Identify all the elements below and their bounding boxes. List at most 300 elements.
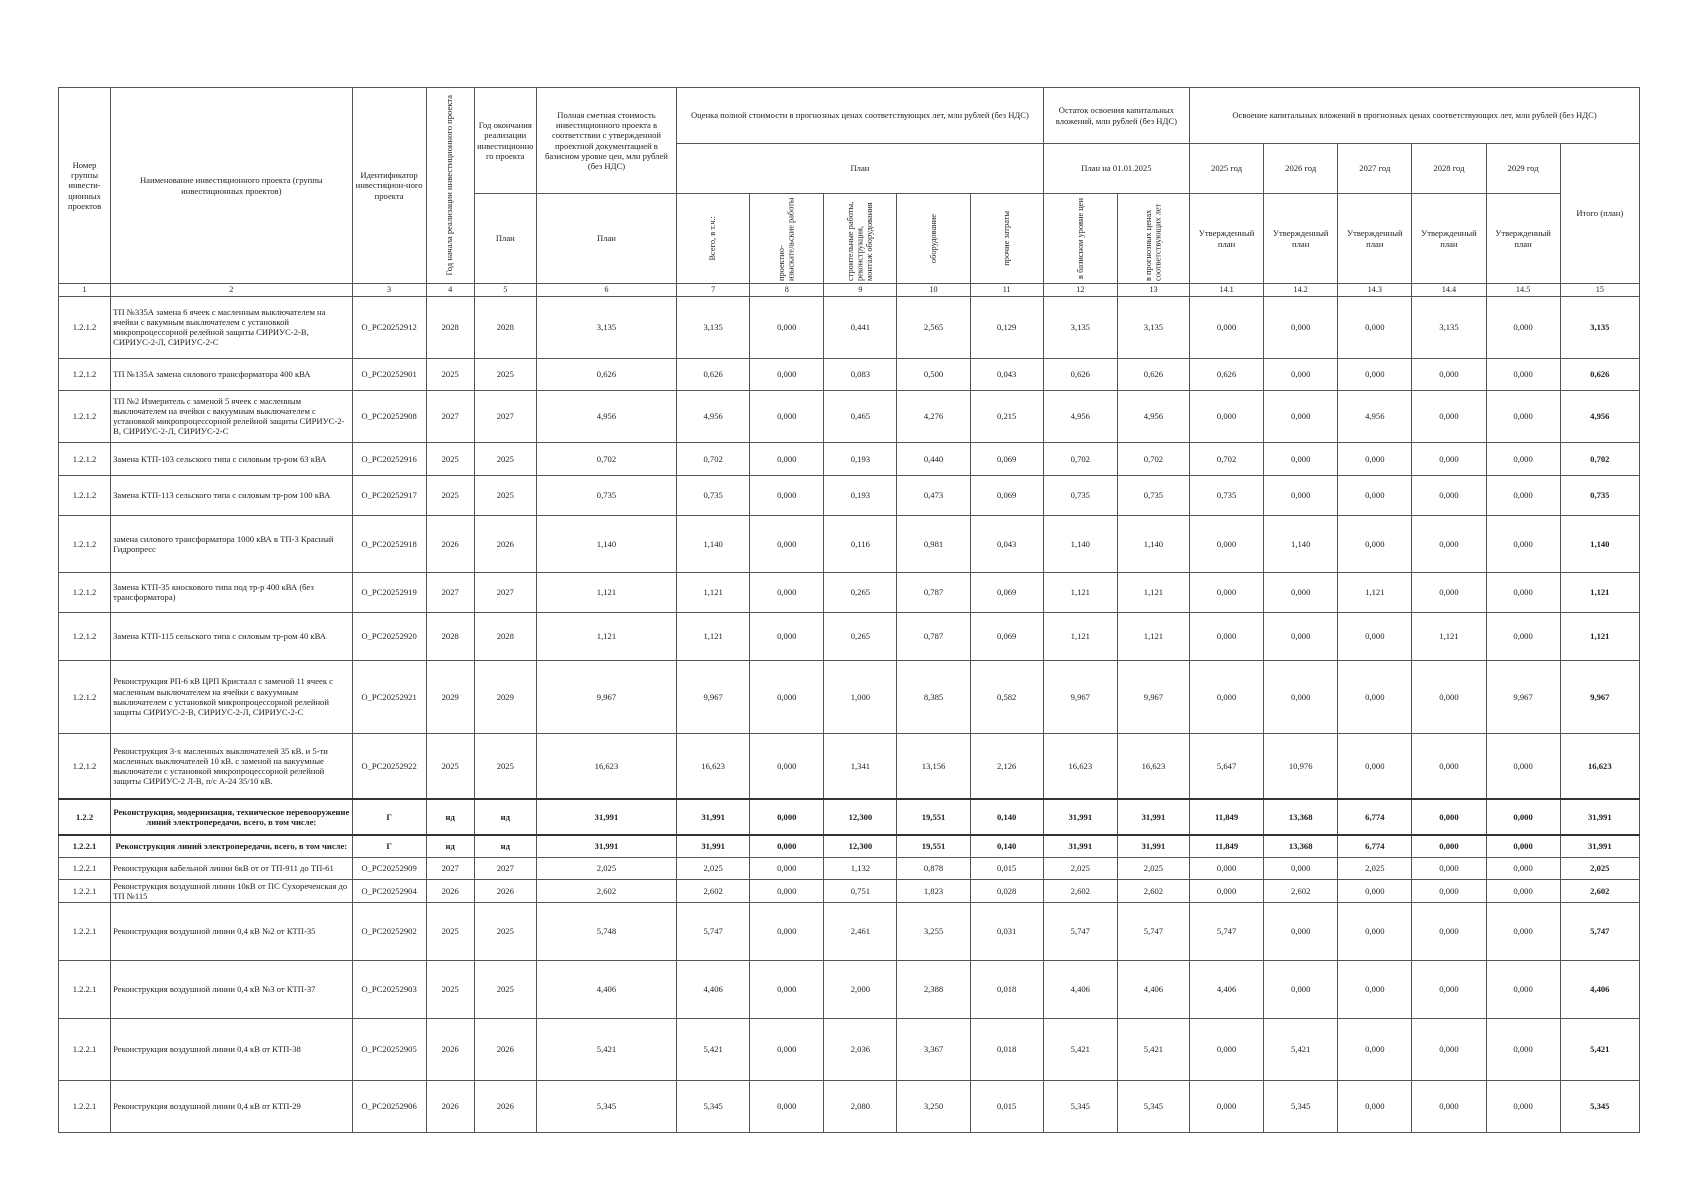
cell-total: 1,121	[677, 572, 750, 612]
header-construction-works	[824, 194, 897, 284]
cell-full-cost: 1,140	[536, 515, 676, 572]
cell-full-cost: 0,735	[536, 475, 676, 515]
cell-equipment: 0,787	[897, 612, 970, 660]
header-group-number: Номер группы инвести-ционных проектов	[59, 88, 111, 284]
cell-2029: 0,000	[1486, 857, 1560, 879]
cell-full-cost: 0,626	[536, 358, 676, 390]
header-total-incl	[677, 194, 750, 284]
cell-project-id: O_PC20252916	[352, 442, 426, 475]
header-cost-estimate-plan: План	[677, 144, 1044, 194]
cell-remaining-base: 2,025	[1043, 857, 1117, 879]
cell-2028: 0,000	[1412, 358, 1486, 390]
header-year-2025: 2025 год	[1190, 144, 1264, 194]
cell-full-cost: 1,121	[536, 572, 676, 612]
cell-total-plan: 3,135	[1560, 296, 1639, 358]
cell-other-costs: 0,129	[970, 296, 1043, 358]
header-approved-2027: Утвержденный план	[1338, 194, 1412, 284]
cell-full-cost: 4,406	[536, 960, 676, 1018]
cell-project-name: Реконструкция 3-х масленных выключателей 35 кВ. и 5-ти масленных выключателей 10 кВ. с заменой на вакуумные выключатели с установкой микропроцессорной релейной защиты СИРИУС-2 Л-В, п/с А-24 35/10 кВ.	[111, 733, 352, 799]
cell-construction-works: 2,461	[824, 902, 897, 960]
cell-2025: 5,647	[1190, 733, 1264, 799]
cell-2025: 0,626	[1190, 358, 1264, 390]
cell-construction-works: 12,300	[824, 799, 897, 835]
cell-project-id: O_PC20252908	[352, 390, 426, 442]
cell-project-name: Замена КТП-35 киоскового типа под тр-р 400 кВА (без трансформатора)	[111, 572, 352, 612]
cell-equipment: 0,787	[897, 572, 970, 612]
cell-2028: 0,000	[1412, 857, 1486, 879]
cell-project-id: O_PC20252921	[352, 660, 426, 733]
cell-equipment: 1,823	[897, 879, 970, 902]
cell-other-costs: 0,069	[970, 612, 1043, 660]
cell-total-plan: 5,747	[1560, 902, 1639, 960]
cell-total: 0,702	[677, 442, 750, 475]
cell-group-number: 1.2.2.1	[59, 960, 111, 1018]
column-number: 1	[59, 284, 111, 297]
cell-group-number: 1.2.2.1	[59, 857, 111, 879]
column-number: 7	[677, 284, 750, 297]
cell-remaining-base: 1,121	[1043, 572, 1117, 612]
cell-equipment: 2,388	[897, 960, 970, 1018]
cell-total-plan: 1,121	[1560, 572, 1639, 612]
cell-2025: 0,702	[1190, 442, 1264, 475]
cell-2025: 0,000	[1190, 660, 1264, 733]
header-remaining: Остаток освоения капитальных вложений, млн рублей (без НДС)	[1043, 88, 1189, 144]
cell-2028: 0,000	[1412, 733, 1486, 799]
cell-other-costs: 2,126	[970, 733, 1043, 799]
header-total-incl-text: Всего, в т.ч.:	[708, 216, 718, 261]
cell-2029: 9,967	[1486, 660, 1560, 733]
cell-total: 1,121	[677, 612, 750, 660]
table-row	[59, 612, 1640, 660]
cell-construction-works: 2,000	[824, 960, 897, 1018]
cell-2025: 5,747	[1190, 902, 1264, 960]
table-row	[59, 835, 1640, 857]
cell-group-number: 1.2.1.2	[59, 390, 111, 442]
cell-remaining-forecast: 0,626	[1117, 358, 1189, 390]
cell-2027: 0,000	[1338, 960, 1412, 1018]
cell-design-works: 0,000	[750, 960, 824, 1018]
cell-project-id: Г	[352, 835, 426, 857]
cell-full-cost: 31,991	[536, 835, 676, 857]
cell-remaining-forecast: 1,121	[1117, 612, 1189, 660]
cell-2027: 0,000	[1338, 296, 1412, 358]
table-row	[59, 515, 1640, 572]
cell-project-name: Реконструкция кабельной линии 6кВ от от ТП-911 до ТП-61	[111, 857, 352, 879]
cell-total: 31,991	[677, 799, 750, 835]
cell-project-id: O_PC20252901	[352, 358, 426, 390]
cell-start-year: 2026	[426, 1018, 474, 1080]
cell-2025: 0,000	[1190, 572, 1264, 612]
cell-2028: 0,000	[1412, 390, 1486, 442]
cell-remaining-base: 2,602	[1043, 879, 1117, 902]
cell-total: 3,135	[677, 296, 750, 358]
cell-design-works: 0,000	[750, 296, 824, 358]
cell-remaining-forecast: 0,702	[1117, 442, 1189, 475]
cell-2029: 0,000	[1486, 390, 1560, 442]
cell-remaining-forecast: 2,602	[1117, 879, 1189, 902]
table-row	[59, 475, 1640, 515]
cell-2026: 0,000	[1264, 660, 1338, 733]
cell-remaining-base: 31,991	[1043, 835, 1117, 857]
cell-2026: 0,000	[1264, 442, 1338, 475]
cell-other-costs: 0,018	[970, 1018, 1043, 1080]
cell-start-year: 2028	[426, 296, 474, 358]
cell-full-cost: 5,421	[536, 1018, 676, 1080]
cell-project-id: O_PC20252912	[352, 296, 426, 358]
table-row	[59, 572, 1640, 612]
cell-2027: 0,000	[1338, 442, 1412, 475]
cell-2025: 0,000	[1190, 1018, 1264, 1080]
cell-construction-works: 0,193	[824, 442, 897, 475]
cell-equipment: 0,878	[897, 857, 970, 879]
cell-remaining-base: 31,991	[1043, 799, 1117, 835]
cell-end-year: 2025	[474, 442, 536, 475]
cell-remaining-forecast: 5,421	[1117, 1018, 1189, 1080]
cell-project-name: Реконструкция воздушной линии 0,4 кВ от КТП-38	[111, 1018, 352, 1080]
cell-2029: 0,000	[1486, 733, 1560, 799]
cell-2027: 0,000	[1338, 879, 1412, 902]
cell-2029: 0,000	[1486, 572, 1560, 612]
cell-total: 31,991	[677, 835, 750, 857]
header-base-prices	[1043, 194, 1117, 284]
cell-2026: 2,602	[1264, 879, 1338, 902]
cell-total-plan: 5,421	[1560, 1018, 1639, 1080]
table-row	[59, 799, 1640, 835]
header-other-costs	[970, 194, 1043, 284]
cell-construction-works: 2,036	[824, 1018, 897, 1080]
cell-group-number: 1.2.2.1	[59, 879, 111, 902]
cell-project-id: O_PC20252903	[352, 960, 426, 1018]
header-equipment	[897, 194, 970, 284]
cell-2028: 0,000	[1412, 902, 1486, 960]
cell-design-works: 0,000	[750, 442, 824, 475]
cell-group-number: 1.2.1.2	[59, 515, 111, 572]
cell-project-name: Реконструкция воздушной линии 0,4 кВ от КТП-29	[111, 1080, 352, 1132]
cell-2025: 0,000	[1190, 612, 1264, 660]
cell-group-number: 1.2.1.2	[59, 733, 111, 799]
cell-end-year: 2029	[474, 660, 536, 733]
cell-start-year: 2029	[426, 660, 474, 733]
cell-total-plan: 4,406	[1560, 960, 1639, 1018]
cell-project-id: Г	[352, 799, 426, 835]
cell-2026: 0,000	[1264, 572, 1338, 612]
cell-design-works: 0,000	[750, 475, 824, 515]
cell-2027: 1,121	[1338, 572, 1412, 612]
cell-equipment: 0,440	[897, 442, 970, 475]
cell-2026: 5,345	[1264, 1080, 1338, 1132]
header-approved-2026: Утвержденный план	[1264, 194, 1338, 284]
header-other-costs-text: прочие затраты	[1001, 211, 1011, 266]
header-end-year: Год окончания реализации инвестиционного проекта	[474, 88, 536, 194]
cell-2027: 4,956	[1338, 390, 1412, 442]
investment-program-table	[58, 87, 1640, 1133]
cell-remaining-base: 16,623	[1043, 733, 1117, 799]
cell-remaining-base: 4,956	[1043, 390, 1117, 442]
cell-remaining-base: 5,747	[1043, 902, 1117, 960]
cell-equipment: 13,156	[897, 733, 970, 799]
cell-other-costs: 0,043	[970, 358, 1043, 390]
cell-project-id: O_PC20252902	[352, 902, 426, 960]
cell-project-name: Замена КТП-113 сельского типа с силовым тр-ром 100 кВА	[111, 475, 352, 515]
cell-2025: 0,000	[1190, 515, 1264, 572]
cell-end-year: 2028	[474, 296, 536, 358]
cell-project-name: Реконструкция, модернизация, техническое перевооружение линий электропередачи, всего, в том числе:	[111, 799, 352, 835]
table-body	[59, 296, 1640, 1132]
cell-start-year: 2028	[426, 612, 474, 660]
cell-design-works: 0,000	[750, 515, 824, 572]
cell-design-works: 0,000	[750, 879, 824, 902]
cell-construction-works: 1,132	[824, 857, 897, 879]
cell-2026: 13,368	[1264, 835, 1338, 857]
cell-2029: 0,000	[1486, 358, 1560, 390]
cell-2029: 0,000	[1486, 612, 1560, 660]
cell-2029: 0,000	[1486, 475, 1560, 515]
column-number: 4	[426, 284, 474, 297]
cell-group-number: 1.2.2.1	[59, 902, 111, 960]
header-year-2027: 2027 год	[1338, 144, 1412, 194]
cell-equipment: 0,473	[897, 475, 970, 515]
cell-end-year: 2025	[474, 733, 536, 799]
cell-project-id: O_PC20252906	[352, 1080, 426, 1132]
column-number: 2	[111, 284, 352, 297]
table-row	[59, 879, 1640, 902]
cell-project-name: Реконструкция линий электропередачи, всего, в том числе:	[111, 835, 352, 857]
cell-2028: 1,121	[1412, 612, 1486, 660]
cell-remaining-forecast: 9,967	[1117, 660, 1189, 733]
cell-project-name: Замена КТП-115 сельского типа с силовым тр-ром 40 кВА	[111, 612, 352, 660]
cell-full-cost: 4,956	[536, 390, 676, 442]
cell-project-name: Реконструкция воздушной линии 0,4 кВ №3 от КТП-37	[111, 960, 352, 1018]
cell-2029: 0,000	[1486, 835, 1560, 857]
cell-2025: 4,406	[1190, 960, 1264, 1018]
cell-group-number: 1.2.2	[59, 799, 111, 835]
cell-design-works: 0,000	[750, 612, 824, 660]
header-end-year-plan: План	[474, 194, 536, 284]
cell-design-works: 0,000	[750, 857, 824, 879]
cell-construction-works: 12,300	[824, 835, 897, 857]
table-row	[59, 902, 1640, 960]
cell-remaining-base: 1,140	[1043, 515, 1117, 572]
cell-2026: 0,000	[1264, 475, 1338, 515]
cell-total-plan: 0,735	[1560, 475, 1639, 515]
header-year-2028: 2028 год	[1412, 144, 1486, 194]
cell-total: 5,345	[677, 1080, 750, 1132]
cell-end-year: 2026	[474, 879, 536, 902]
cell-end-year: 2027	[474, 857, 536, 879]
cell-total-plan: 2,602	[1560, 879, 1639, 902]
cell-full-cost: 31,991	[536, 799, 676, 835]
cell-end-year: 2025	[474, 475, 536, 515]
cell-design-works: 0,000	[750, 835, 824, 857]
cell-total-plan: 0,702	[1560, 442, 1639, 475]
cell-construction-works: 0,465	[824, 390, 897, 442]
cell-project-id: O_PC20252917	[352, 475, 426, 515]
cell-total: 0,626	[677, 358, 750, 390]
cell-2025: 0,000	[1190, 857, 1264, 879]
cell-end-year: 2026	[474, 1080, 536, 1132]
cell-other-costs: 0,140	[970, 835, 1043, 857]
column-number: 6	[536, 284, 676, 297]
cell-2027: 0,000	[1338, 1080, 1412, 1132]
cell-equipment: 3,367	[897, 1018, 970, 1080]
cell-project-id: O_PC20252918	[352, 515, 426, 572]
cell-2025: 0,000	[1190, 296, 1264, 358]
cell-design-works: 0,000	[750, 799, 824, 835]
cell-other-costs: 0,015	[970, 857, 1043, 879]
cell-2027: 6,774	[1338, 799, 1412, 835]
cell-remaining-base: 3,135	[1043, 296, 1117, 358]
cell-remaining-forecast: 1,121	[1117, 572, 1189, 612]
cell-2027: 0,000	[1338, 660, 1412, 733]
cell-2027: 0,000	[1338, 358, 1412, 390]
cell-2026: 0,000	[1264, 960, 1338, 1018]
cell-remaining-forecast: 1,140	[1117, 515, 1189, 572]
cell-end-year: 2026	[474, 1018, 536, 1080]
cell-equipment: 19,551	[897, 835, 970, 857]
cell-construction-works: 0,193	[824, 475, 897, 515]
cell-end-year: 2028	[474, 612, 536, 660]
cell-construction-works: 0,751	[824, 879, 897, 902]
cell-group-number: 1.2.2.1	[59, 835, 111, 857]
cell-full-cost: 3,135	[536, 296, 676, 358]
cell-remaining-forecast: 31,991	[1117, 835, 1189, 857]
cell-start-year: нд	[426, 799, 474, 835]
cell-2028: 0,000	[1412, 515, 1486, 572]
header-capital-development: Освоение капитальных вложений в прогнозных ценах соответствующих лет, млн рублей (без НДС)	[1190, 88, 1640, 144]
cell-group-number: 1.2.1.2	[59, 358, 111, 390]
cell-equipment: 3,255	[897, 902, 970, 960]
cell-total: 2,025	[677, 857, 750, 879]
cell-project-name: ТП №135А замена силового трансформатора 400 кВА	[111, 358, 352, 390]
cell-design-works: 0,000	[750, 1080, 824, 1132]
cell-2029: 0,000	[1486, 799, 1560, 835]
cell-project-name: ТП №2 Измеритель с заменой 5 ячеек с масленным выключателем на ячейки с вакуумным выключателем с установкой микропроцессорной релейной защиты СИРИУС-2-В, СИРИУС-2-Л, СИРИУС-2-С	[111, 390, 352, 442]
table-row	[59, 1018, 1640, 1080]
cell-group-number: 1.2.1.2	[59, 660, 111, 733]
cell-remaining-base: 5,345	[1043, 1080, 1117, 1132]
cell-remaining-base: 0,702	[1043, 442, 1117, 475]
column-number-row	[59, 284, 1640, 297]
cell-start-year: 2025	[426, 358, 474, 390]
cell-start-year: 2027	[426, 857, 474, 879]
cell-total: 4,406	[677, 960, 750, 1018]
cell-full-cost: 2,602	[536, 879, 676, 902]
cell-project-id: O_PC20252919	[352, 572, 426, 612]
column-number: 15	[1560, 284, 1639, 297]
cell-end-year: 2026	[474, 515, 536, 572]
cell-start-year: 2027	[426, 572, 474, 612]
cell-full-cost: 0,702	[536, 442, 676, 475]
cell-2027: 0,000	[1338, 612, 1412, 660]
header-project-id: Идентификатор инвестицион-ного проекта	[352, 88, 426, 284]
cell-other-costs: 0,031	[970, 902, 1043, 960]
cell-2029: 0,000	[1486, 1018, 1560, 1080]
cell-2026: 0,000	[1264, 390, 1338, 442]
cell-equipment: 0,981	[897, 515, 970, 572]
cell-total: 5,421	[677, 1018, 750, 1080]
cell-other-costs: 0,069	[970, 572, 1043, 612]
cell-equipment: 0,500	[897, 358, 970, 390]
cell-construction-works: 0,083	[824, 358, 897, 390]
column-number: 5	[474, 284, 536, 297]
cell-2027: 6,774	[1338, 835, 1412, 857]
cell-end-year: 2025	[474, 902, 536, 960]
cell-start-year: 2025	[426, 733, 474, 799]
cell-full-cost: 5,748	[536, 902, 676, 960]
cell-equipment: 2,565	[897, 296, 970, 358]
cell-other-costs: 0,069	[970, 442, 1043, 475]
header-total-plan: Итого (план)	[1560, 144, 1639, 284]
cell-project-name: Реконструкция воздушной линии 10кВ от ПС Сухореченская до ТП №115	[111, 879, 352, 902]
cell-construction-works: 0,265	[824, 612, 897, 660]
cell-group-number: 1.2.2.1	[59, 1018, 111, 1080]
cell-other-costs: 0,582	[970, 660, 1043, 733]
cell-start-year: 2025	[426, 475, 474, 515]
header-forecast-prices-text: в прогнозных ценах соответствующих лет	[1144, 203, 1163, 281]
cell-construction-works: 0,441	[824, 296, 897, 358]
cell-start-year: 2025	[426, 442, 474, 475]
cell-construction-works: 0,116	[824, 515, 897, 572]
cell-start-year: 2027	[426, 390, 474, 442]
header-remaining-plan-date: План на 01.01.2025	[1043, 144, 1189, 194]
cell-2028: 0,000	[1412, 1080, 1486, 1132]
cell-2027: 2,025	[1338, 857, 1412, 879]
cell-2025: 0,000	[1190, 1080, 1264, 1132]
cell-design-works: 0,000	[750, 660, 824, 733]
column-number: 12	[1043, 284, 1117, 297]
column-number: 9	[824, 284, 897, 297]
cell-project-id: O_PC20252920	[352, 612, 426, 660]
cell-end-year: нд	[474, 799, 536, 835]
cell-project-id: O_PC20252909	[352, 857, 426, 879]
column-number: 14.2	[1264, 284, 1338, 297]
cell-2027: 0,000	[1338, 1018, 1412, 1080]
cell-full-cost: 5,345	[536, 1080, 676, 1132]
cell-start-year: 2026	[426, 879, 474, 902]
header-full-cost-plan: План	[536, 194, 676, 284]
cell-total-plan: 31,991	[1560, 799, 1639, 835]
cell-2028: 0,000	[1412, 799, 1486, 835]
cell-other-costs: 0,069	[970, 475, 1043, 515]
cell-remaining-forecast: 16,623	[1117, 733, 1189, 799]
cell-2028: 0,000	[1412, 660, 1486, 733]
column-number: 14.5	[1486, 284, 1560, 297]
cell-2027: 0,000	[1338, 902, 1412, 960]
cell-2028: 3,135	[1412, 296, 1486, 358]
table-row	[59, 660, 1640, 733]
cell-2026: 0,000	[1264, 296, 1338, 358]
cell-total: 2,602	[677, 879, 750, 902]
cell-design-works: 0,000	[750, 572, 824, 612]
cell-remaining-base: 9,967	[1043, 660, 1117, 733]
cell-2027: 0,000	[1338, 475, 1412, 515]
header-forecast-prices	[1117, 194, 1189, 284]
cell-other-costs: 0,043	[970, 515, 1043, 572]
cell-group-number: 1.2.2.1	[59, 1080, 111, 1132]
cell-remaining-forecast: 0,735	[1117, 475, 1189, 515]
cell-end-year: 2025	[474, 960, 536, 1018]
cell-2026: 0,000	[1264, 857, 1338, 879]
cell-2028: 0,000	[1412, 960, 1486, 1018]
table-row	[59, 296, 1640, 358]
cell-group-number: 1.2.1.2	[59, 442, 111, 475]
cell-2029: 0,000	[1486, 442, 1560, 475]
column-number: 11	[970, 284, 1043, 297]
cell-project-name: Реконструкция воздушной линии 0,4 кВ №2 от КТП-35	[111, 902, 352, 960]
header-approved-2025: Утвержденный план	[1190, 194, 1264, 284]
cell-start-year: 2025	[426, 902, 474, 960]
cell-total: 5,747	[677, 902, 750, 960]
